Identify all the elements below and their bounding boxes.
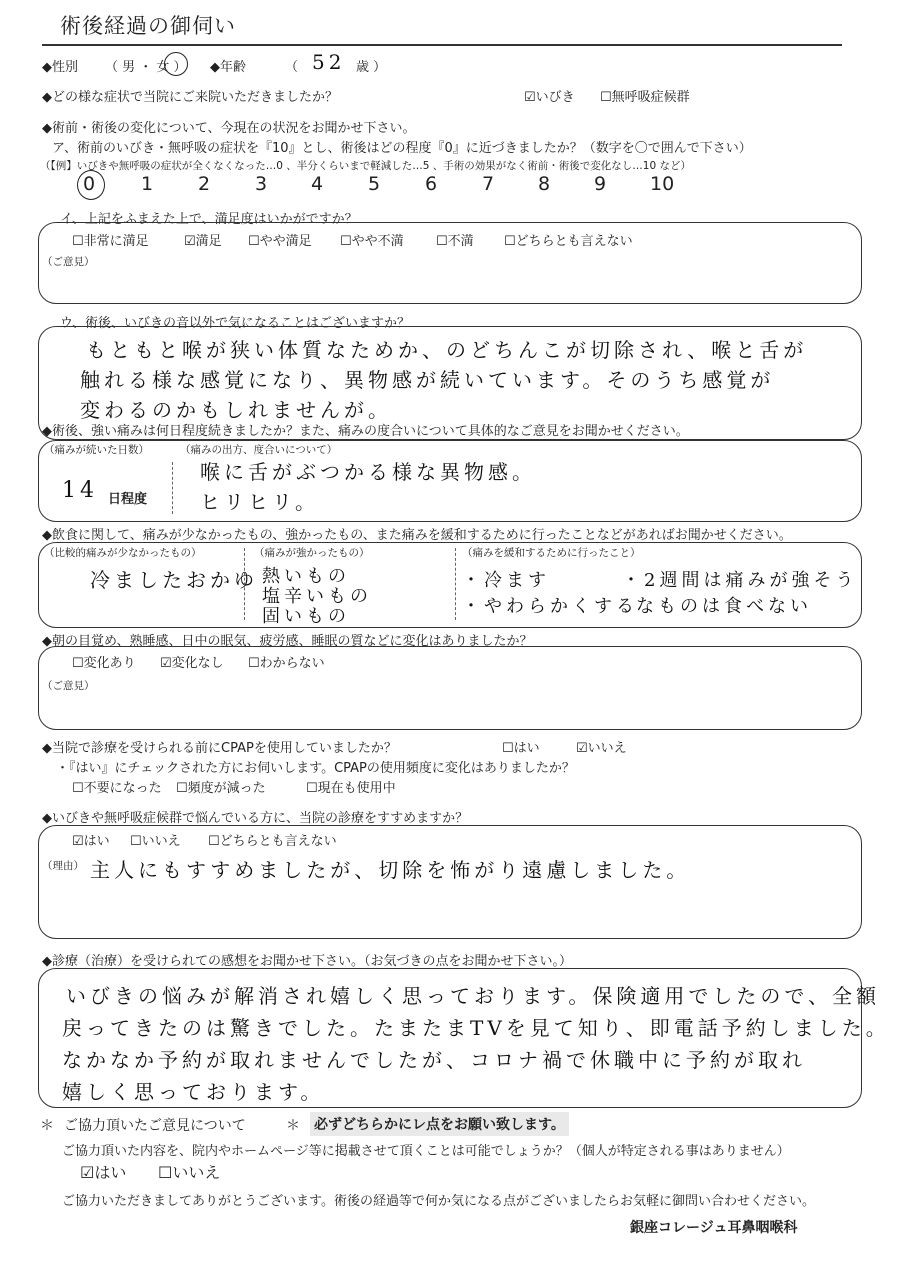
satisfaction-comment-label: （ご意見） — [42, 256, 95, 268]
age-label: ◆年齢 — [210, 60, 246, 75]
impression-line-4: 嬉しく思っております。 — [62, 1080, 325, 1104]
consent-heading-label: ご協力頂いたご意見について — [64, 1118, 246, 1134]
satisfaction-opt-somewhat-satisfied[interactable]: ☐やや満足 — [248, 234, 312, 249]
scale-8[interactable]: 8 — [538, 173, 551, 195]
scale-0[interactable]: 0 — [83, 173, 96, 195]
food-col2-label: （痛みが強かったもの） — [254, 547, 370, 559]
other-answer-line-2: 触れる様な感覚になり、異物感が続いています。そのうち感覚が — [80, 368, 775, 392]
pain-question: ◆術後、強い痛みは何日程度続きましたか？また、痛みの度合いについて具体的なご意見をお聞かせください。 — [42, 424, 689, 439]
consent-star-2: ＊ — [286, 1118, 300, 1134]
cpap-opt-yes[interactable]: ☐はい — [502, 741, 540, 756]
sleep-question: ◆朝の目覚め、熟睡感、日中の眠気、疲労感、睡眠の質などに変化はありましたか？ — [42, 634, 533, 649]
pain-divider — [172, 462, 173, 514]
change-question-a: ア、術前のいびき・無呼吸の症状を『10』とし、術後はどの程度『0』に近づきましたか？（数字を〇で囲んで下さい） — [52, 141, 752, 156]
satisfaction-opt-somewhat-unsatisfied[interactable]: ☐やや不満 — [340, 234, 404, 249]
consent-opt-no[interactable]: ☐いいえ — [158, 1163, 221, 1182]
other-answer-line-1: もともと喉が狭い体質なためか、のどちんこが切除され、喉と舌が — [86, 338, 808, 362]
satisfaction-opt-neither[interactable]: ☐どちらとも言えない — [504, 234, 633, 249]
pain-days-label: （痛みが続いた日数） — [44, 444, 149, 456]
cpap-sub-opt-still-using[interactable]: ☐現在も使用中 — [306, 781, 396, 796]
cpap-sub-opt-reduced[interactable]: ☐頻度が減った — [176, 781, 266, 796]
consent-emphasis: 必ずどちらかにレ点をお願い致します。 — [310, 1112, 569, 1136]
cpap-sub-question: ・『はい』にチェックされた方にお伺いします。CPAPの使用頻度に変化はありましたか？ — [56, 761, 575, 776]
sleep-opt-changed[interactable]: ☐変化あり — [72, 656, 136, 671]
scale-10[interactable]: 10 — [650, 173, 675, 195]
pain-detail-line-1: 喉に舌がぶつかる様な異物感。 — [200, 460, 536, 484]
recommend-reason-text: 主人にもすすめましたが、切除を怖がり遠慮しました。 — [90, 858, 691, 882]
recommend-opt-no[interactable]: ☐いいえ — [130, 834, 181, 849]
food-col1-label: （比較的痛みが少なかったもの） — [44, 547, 202, 559]
scale-3[interactable]: 3 — [255, 173, 268, 195]
consent-opt-yes[interactable]: ☑はい — [80, 1163, 127, 1182]
food-question: ◆飲食に関して、痛みが少なかったもの、強かったもの、また痛みを緩和するために行ったことなどがあればお聞かせください。 — [42, 528, 792, 543]
age-unit: 歳 ） — [356, 60, 387, 75]
food-col2-line-2: 塩辛いもの — [262, 586, 372, 607]
food-col3-extra-line-1: ・2週間は痛みが強そう — [622, 570, 858, 591]
satisfaction-opt-very-satisfied[interactable]: ☐非常に満足 — [72, 234, 149, 249]
other-answer-line-3: 変わるのかもしれませんが。 — [80, 398, 392, 422]
food-col1-line-1: 冷ましたおかゆ — [90, 568, 258, 592]
change-example: （【例】いびきや無呼吸の症状が全くなくなった…0 、半分くらいまで軽減した…5 、手術の効果がなく術前・術後で変化なし…10 など） — [40, 160, 691, 172]
page-title: 術後経過の御伺い — [60, 14, 236, 38]
consent-thanks: ご協力いただきましてありがとうございます。術後の経過等で何か気になる点がございましたらお気軽に御問い合わせください。 — [62, 1194, 815, 1209]
recommend-opt-yes[interactable]: ☑はい — [72, 834, 110, 849]
pain-days-unit: 日程度 — [108, 492, 148, 507]
impression-question: ◆診療（治療）を受けられての感想をお聞かせ下さい。（お気づきの点をお聞かせ下さい。） — [42, 954, 572, 969]
scale-2[interactable]: 2 — [198, 173, 211, 195]
symptom-option-apnea[interactable]: ☐無呼吸症候群 — [600, 90, 690, 105]
sex-options: （ 男 ・ 女 ） — [105, 60, 187, 75]
cpap-opt-no[interactable]: ☑いいえ — [576, 741, 627, 756]
other-question: ウ、術後、いびきの音以外で気になることはございますか？ — [60, 316, 410, 331]
sex-label: ◆性別 — [42, 60, 78, 75]
satisfaction-question: イ、上記をふまえた上で、満足度はいかがですか？ — [60, 212, 358, 227]
food-col2-line-1: 熱いもの — [262, 566, 350, 587]
cpap-sub-opt-unneeded[interactable]: ☐不要になった — [72, 781, 162, 796]
title-underline — [42, 44, 842, 46]
food-col3-label: （痛みを緩和するために行ったこと） — [462, 547, 641, 559]
recommend-opt-neither[interactable]: ☐どちらとも言えない — [208, 834, 337, 849]
pain-detail-line-2: ヒリヒリ。 — [200, 490, 319, 514]
scale-6[interactable]: 6 — [425, 173, 438, 195]
scale-selected-circle — [77, 170, 105, 200]
scale-5[interactable]: 5 — [368, 173, 381, 195]
food-col3-line-1: ・冷ます — [462, 570, 550, 591]
age-value: 52 — [312, 50, 346, 74]
food-divider-1 — [244, 548, 245, 620]
clinic-name: 銀座コレージュ耳鼻咽喉科 — [630, 1220, 798, 1236]
recommend-question: ◆いびきや無呼吸症候群で悩んでいる方に、当院の診療をすすめますか？ — [42, 811, 469, 826]
scale-9[interactable]: 9 — [594, 173, 607, 195]
food-divider-2 — [455, 548, 456, 620]
sleep-opt-unchanged[interactable]: ☑変化なし — [160, 656, 224, 671]
consent-question: ご協力頂いた内容を、院内やホームページ等に掲載させて頂くことは可能でしょうか？（個人が特定される事はありません） — [62, 1144, 790, 1159]
sleep-opt-unknown[interactable]: ☐わからない — [248, 656, 325, 671]
symptom-question: ◆どの様な症状で当院にご来院いただきましたか？ — [42, 90, 338, 105]
impression-line-2: 戻ってきたのは驚きでした。たまたまTVを見て知り、即電話予約しました。 — [62, 1016, 890, 1040]
impression-line-3: なかなか予約が取れませんでしたが、コロナ禍で休職中に予約が取れ — [62, 1048, 806, 1072]
cpap-question: ◆当院で診療を受けられる前にCPAPを使用していましたか？ — [42, 741, 397, 756]
satisfaction-opt-satisfied[interactable]: ☑満足 — [184, 234, 222, 249]
change-heading: ◆術前・術後の変化について、今現在の状況をお聞かせ下さい。 — [42, 121, 416, 136]
scale-7[interactable]: 7 — [482, 173, 495, 195]
food-col3-extra-line-2: なものは食べない — [636, 596, 812, 617]
pain-days-value: 14 — [62, 478, 98, 503]
sleep-comment-label: （ご意見） — [42, 680, 95, 692]
pain-detail-label: （痛みの出方、度合いについて） — [180, 444, 338, 456]
scale-1[interactable]: 1 — [141, 173, 154, 195]
satisfaction-opt-unsatisfied[interactable]: ☐不満 — [436, 234, 474, 249]
age-open: （ — [285, 60, 299, 75]
food-col2-line-3: 固いもの — [262, 606, 350, 627]
symptom-option-snoring[interactable]: ☑いびき — [524, 90, 575, 105]
recommend-reason-label: （理由） — [42, 860, 84, 872]
impression-line-1: いびきの悩みが解消され嬉しく思っております。保険適用でしたので、全額 — [66, 984, 880, 1008]
food-col3-line-2: ・やわらかくする — [462, 596, 638, 617]
scale-4[interactable]: 4 — [311, 173, 324, 195]
sex-selected-circle — [164, 52, 188, 76]
consent-star-1: ＊ — [40, 1118, 54, 1134]
